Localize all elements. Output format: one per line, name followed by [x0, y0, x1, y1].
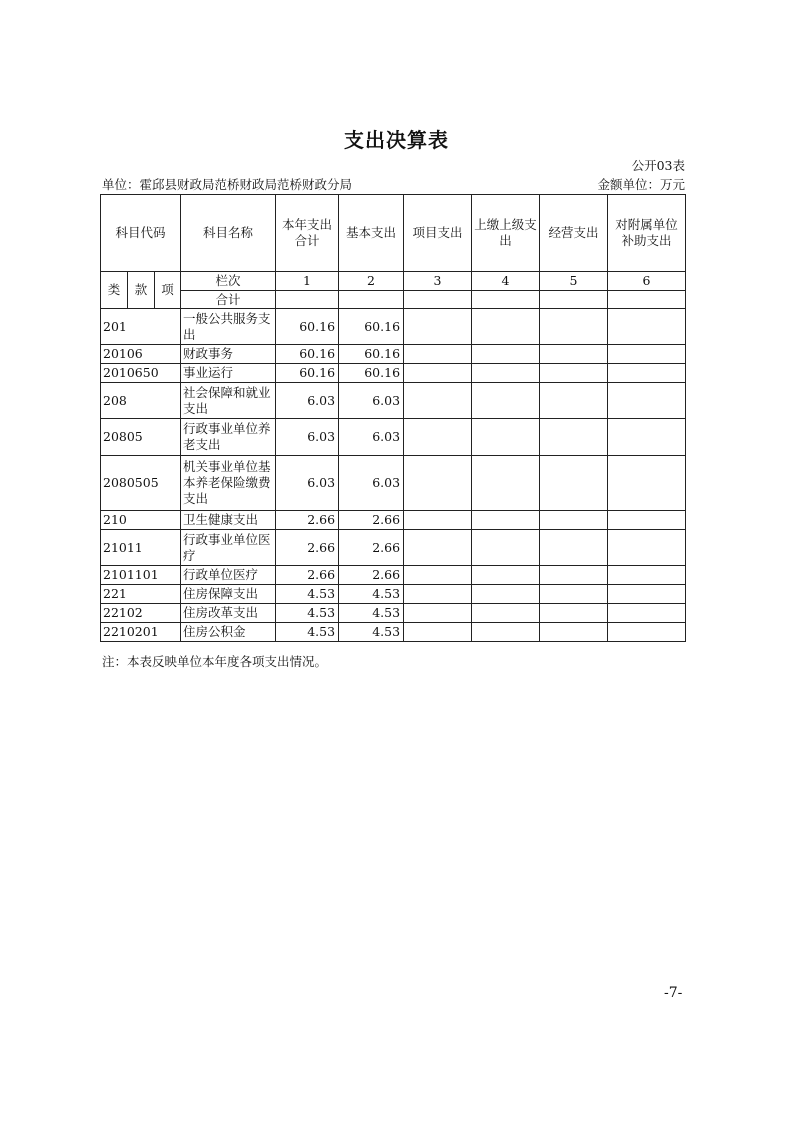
column-number-row — [101, 272, 686, 291]
row-code: 201 — [101, 309, 181, 345]
header-business: 经营支出 — [540, 195, 608, 272]
col-number: 6 — [608, 272, 686, 291]
col-number: 3 — [404, 272, 472, 291]
row-code: 20106 — [101, 345, 181, 364]
row-total: 4.53 — [276, 623, 339, 642]
row-basic: 4.53 — [339, 604, 404, 623]
row-total: 60.16 — [276, 364, 339, 383]
table-row — [101, 604, 686, 623]
table-row — [101, 456, 686, 511]
header-kuan: 款 — [128, 272, 155, 309]
row-name: 住房改革支出 — [181, 604, 276, 623]
column-number-label: 栏次 — [181, 272, 276, 291]
col-number: 2 — [339, 272, 404, 291]
row-name: 社会保障和就业支出 — [181, 383, 276, 419]
row-total: 2.66 — [276, 530, 339, 566]
row-total: 60.16 — [276, 345, 339, 364]
header-xiang: 项 — [155, 272, 181, 309]
row-code: 22102 — [101, 604, 181, 623]
row-basic: 2.66 — [339, 530, 404, 566]
row-code: 2080505 — [101, 456, 181, 511]
header-basic: 基本支出 — [339, 195, 404, 272]
row-basic: 6.03 — [339, 419, 404, 456]
row-total: 2.66 — [276, 511, 339, 530]
row-basic: 2.66 — [339, 511, 404, 530]
row-total: 6.03 — [276, 456, 339, 511]
table-row — [101, 530, 686, 566]
table-row — [101, 585, 686, 604]
col-number: 1 — [276, 272, 339, 291]
page-number: -7- — [664, 985, 683, 1001]
row-code: 208 — [101, 383, 181, 419]
total-row-label: 合计 — [181, 291, 276, 309]
row-basic: 60.16 — [339, 345, 404, 364]
row-name: 行政事业单位医疗 — [181, 530, 276, 566]
header-row — [101, 195, 686, 272]
row-name: 机关事业单位基本养老保险缴费支出 — [181, 456, 276, 511]
row-code: 21011 — [101, 530, 181, 566]
row-total: 60.16 — [276, 309, 339, 345]
header-subsidy: 对附属单位补助支出 — [608, 195, 686, 272]
total-row — [101, 291, 686, 309]
row-code: 2010650 — [101, 364, 181, 383]
row-name: 事业运行 — [181, 364, 276, 383]
row-name: 行政单位医疗 — [181, 566, 276, 585]
row-total: 4.53 — [276, 585, 339, 604]
row-total: 6.03 — [276, 383, 339, 419]
row-total: 6.03 — [276, 419, 339, 456]
table-row — [101, 623, 686, 642]
row-name: 行政事业单位养老支出 — [181, 419, 276, 456]
table-row — [101, 383, 686, 419]
header-total: 本年支出合计 — [276, 195, 339, 272]
table-row — [101, 364, 686, 383]
row-basic: 60.16 — [339, 364, 404, 383]
page-title: 支出决算表 — [344, 128, 449, 152]
row-code: 2101101 — [101, 566, 181, 585]
row-code: 210 — [101, 511, 181, 530]
header-code: 科目代码 — [101, 195, 181, 272]
unit-label: 单位：霍邱县财政局范桥财政局范桥财政分局 — [102, 177, 353, 192]
expenditure-table — [100, 194, 686, 642]
header-upper: 上缴上级支出 — [472, 195, 540, 272]
row-basic: 4.53 — [339, 585, 404, 604]
header-lei: 类 — [101, 272, 128, 309]
row-total: 4.53 — [276, 604, 339, 623]
row-name: 住房保障支出 — [181, 585, 276, 604]
row-name: 财政事务 — [181, 345, 276, 364]
col-number: 5 — [540, 272, 608, 291]
row-basic: 6.03 — [339, 456, 404, 511]
amount-unit-label: 金额单位：万元 — [597, 177, 685, 192]
row-name: 卫生健康支出 — [181, 511, 276, 530]
row-basic: 4.53 — [339, 623, 404, 642]
table-note: 注：本表反映单位本年度各项支出情况。 — [102, 654, 328, 669]
table-row — [101, 309, 686, 345]
col-number: 4 — [472, 272, 540, 291]
row-total: 2.66 — [276, 566, 339, 585]
row-name: 住房公积金 — [181, 623, 276, 642]
row-basic: 60.16 — [339, 309, 404, 345]
row-name: 一般公共服务支出 — [181, 309, 276, 345]
table-row — [101, 511, 686, 530]
row-code: 20805 — [101, 419, 181, 456]
row-code: 221 — [101, 585, 181, 604]
form-number: 公开03表 — [631, 158, 685, 173]
row-code: 2210201 — [101, 623, 181, 642]
row-basic: 6.03 — [339, 383, 404, 419]
header-project: 项目支出 — [404, 195, 472, 272]
table-row — [101, 419, 686, 456]
table-row — [101, 345, 686, 364]
row-basic: 2.66 — [339, 566, 404, 585]
table-row — [101, 566, 686, 585]
header-name: 科目名称 — [181, 195, 276, 272]
